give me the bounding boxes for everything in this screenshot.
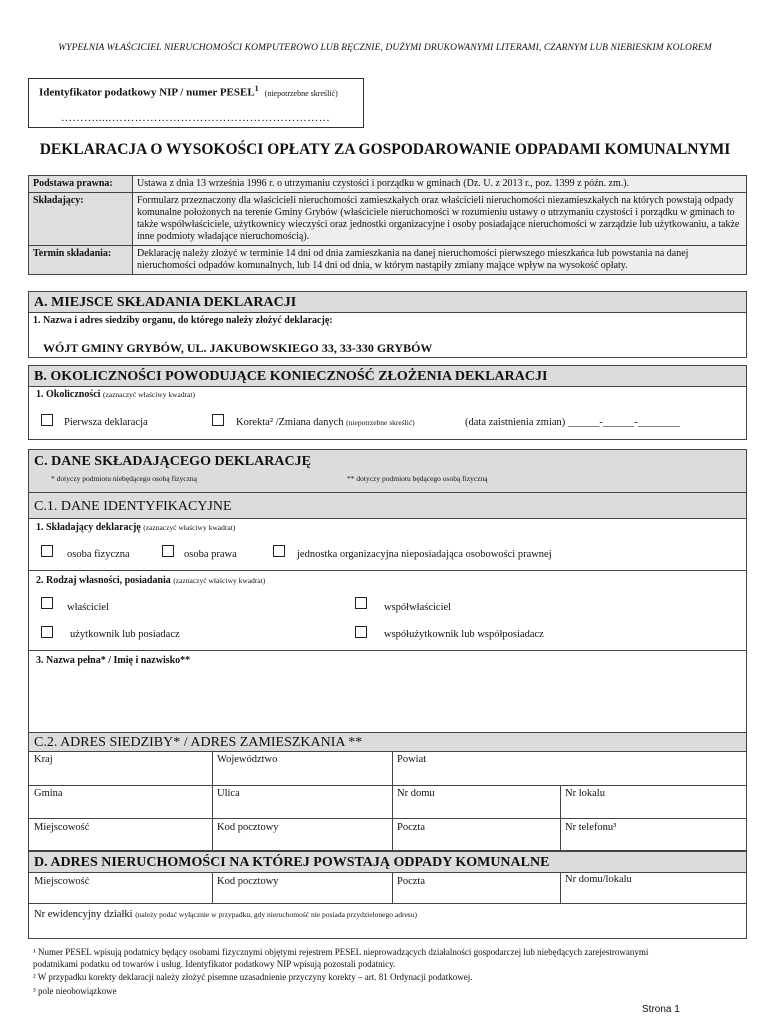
divider — [28, 570, 747, 571]
checkbox-co-user[interactable] — [355, 626, 367, 638]
change-date-field[interactable]: (data zaistnienia zmian) ______-______-________ — [465, 417, 680, 428]
section-a-question: 1. Nazwa i adres siedziby organu, do którego należy złożyć deklarację: — [33, 315, 333, 326]
info-row — [29, 176, 747, 193]
label-user: użytkownik lub posiadacz — [70, 629, 180, 640]
info-key: Składający: — [29, 193, 133, 246]
divider — [28, 818, 747, 819]
divider — [212, 872, 213, 903]
c1-q2: 2. Rodzaj własności, posiadania (zaznaczyć właściwy kwadrat) — [36, 575, 266, 586]
checkbox-user[interactable] — [41, 626, 53, 638]
field-voivodeship[interactable]: Województwo — [217, 754, 278, 765]
footnote-2: ² W przypadku korekty deklaracji należy złożyć pisemne uzasadnienie przyczyny korekty – art. 81 Ordynacji podatkowej. — [33, 972, 473, 982]
field-country[interactable]: Kraj — [34, 754, 53, 765]
nip-input-dots[interactable]: ……….....………………………………………………… — [61, 112, 331, 124]
info-row — [29, 246, 747, 275]
checkbox-legal-person[interactable] — [162, 545, 174, 557]
checkbox-owner[interactable] — [41, 597, 53, 609]
field-property-post-office[interactable]: Poczta — [397, 876, 425, 887]
field-property-postal-code[interactable]: Kod pocztowy — [217, 876, 279, 887]
field-post-office[interactable]: Poczta — [397, 822, 425, 833]
divider — [392, 872, 393, 903]
section-d-header: D. ADRES NIERUCHOMOŚCI NA KTÓREJ POWSTAJĄ ODPADY KOMUNALNE — [28, 851, 747, 873]
nip-pesel-box — [28, 78, 364, 128]
divider — [212, 751, 213, 851]
info-key: Podstawa prawna: — [29, 176, 133, 193]
checkbox-co-owner[interactable] — [355, 597, 367, 609]
c1-q3-full-name[interactable]: 3. Nazwa pełna* / Imię i nazwisko** — [36, 655, 191, 666]
field-parcel-number[interactable]: Nr ewidencyjny działki (należy podać wyłącznie w przypadku, gdy nieruchomość nie posiada przydzielonego adresu) — [34, 909, 417, 920]
divider — [560, 872, 561, 903]
field-property-house-no[interactable]: Nr domu/lokalu — [565, 874, 632, 885]
checkbox-org-unit[interactable] — [273, 545, 285, 557]
field-city[interactable]: Miejscowość — [34, 822, 90, 833]
info-table — [28, 175, 747, 275]
info-value: Ustawa z dnia 13 września 1996 r. o utrzymaniu czystości i porządku w gminach (Dz. U. z 2013 r., poz. 1399 z późn. zm.). — [133, 176, 747, 193]
info-value: Deklarację należy złożyć w terminie 14 dni od dnia zamieszkania na danej nieruchomości pierwszego mieszkańca lub powstania na danej nieruchomości odpadów komunalnych, lub 14 dni od dnia, w którym nastąpiły zmiany mające wpływ na wysokość opłaty. — [133, 246, 747, 275]
info-value: Formularz przeznaczony dla właścicieli nieruchomości zamieszkałych oraz właścicieli nieruchomości niezamieszkałych na których powstają odpady komunalne położonych na terenie Gminy Grybów (właściciele nieruchomości w rozumieniu ustawy o utrzymaniu czystości i porządku w gminach to także współwłaściciele, użytkownicy wieczyści oraz jednostki organizacyjne i osoby posiadające nieruchomości w zarządzie lub użytkowaniu, a także inne podmioty władające nieruchomością). — [133, 193, 747, 246]
divider — [28, 903, 747, 904]
label-first-declaration: Pierwsza deklaracja — [64, 417, 148, 428]
section-c-header: C. DANE SKŁADAJĄCEGO DEKLARACJĘ — [28, 449, 747, 493]
label-org-unit: jednostka organizacyjna nieposiadająca osobowości prawnej — [297, 549, 552, 560]
field-phone[interactable]: Nr telefonu³ — [565, 822, 617, 833]
checkbox-correction[interactable] — [212, 414, 224, 426]
label-natural-person: osoba fizyczna — [67, 549, 130, 560]
field-county[interactable]: Powiat — [397, 754, 427, 765]
c1-q1: 1. Składający deklarację (zaznaczyć właściwy kwadrat) — [36, 522, 236, 533]
section-c2-header: C.2. ADRES SIEDZIBY* / ADRES ZAMIESZKANIA ** — [28, 732, 747, 752]
label-co-user: współużytkownik lub współposiadacz — [384, 629, 544, 640]
field-house-no[interactable]: Nr domu — [397, 788, 435, 799]
page-number: Strona 1 — [642, 1004, 680, 1015]
section-a-answer: WÓJT GMINY GRYBÓW, UL. JAKUBOWSKIEGO 33, 33-330 GRYBÓW — [43, 341, 433, 355]
section-b-header: B. OKOLICZNOŚCI POWODUJĄCE KONIECZNOŚĆ ZŁOŻENIA DEKLARACJI — [28, 365, 747, 387]
info-key: Termin składania: — [29, 246, 133, 275]
field-commune[interactable]: Gmina — [34, 788, 63, 799]
section-d-box — [28, 872, 747, 939]
divider — [560, 785, 561, 851]
section-c2-box — [28, 751, 747, 851]
footnote-1: ¹ Numer PESEL wpisują podatnicy będący osobami fizycznymi objętymi rejestrem PESEL nieprowadzących działalności gospodarczej lub niebędących zarejestrowanymi — [33, 947, 649, 957]
divider — [28, 785, 747, 786]
checkbox-natural-person[interactable] — [41, 545, 53, 557]
section-a-header: A. MIEJSCE SKŁADANIA DEKLARACJI — [28, 291, 747, 313]
checkbox-first-declaration[interactable] — [41, 414, 53, 426]
section-c1-header: C.1. DANE IDENTYFIKACYJNE — [28, 492, 747, 519]
section-b-question: 1. Okoliczności (zaznaczyć właściwy kwadrat) — [36, 389, 195, 400]
note-natural-person: ** dotyczy podmiotu będącego osobą fizyczną — [347, 474, 488, 483]
nip-label: Identyfikator podatkowy NIP / numer PESEL$^1$(niepotrzebne skreślić) — [39, 84, 338, 99]
field-property-city[interactable]: Miejscowość — [34, 876, 90, 887]
label-owner: właściciel — [67, 602, 109, 613]
footnote-3: ³ pole nieobowiązkowe — [33, 986, 117, 996]
info-row — [29, 193, 747, 246]
divider — [28, 650, 747, 651]
footnote-1-cont: podatnikami podatku od towarów i usług. Identyfikator podatkowy NIP wpisują pozostali podatnicy. — [33, 959, 396, 969]
label-correction: Korekta² /Zmiana danych (niepotrzebne skreślić) — [236, 417, 415, 428]
field-street[interactable]: Ulica — [217, 788, 240, 799]
header-note: WYPEŁNIA WŁAŚCICIEL NIERUCHOMOŚCI KOMPUTEROWO LUB RĘCZNIE, DUŻYMI DRUKOWANYMI LITERAMI, CZARNYM LUB NIEBIESKIM KOLOREM — [58, 43, 712, 53]
divider — [392, 751, 393, 851]
note-legal-entity: * dotyczy podmiotu niebędącego osobą fizyczną — [51, 474, 197, 483]
field-apartment-no[interactable]: Nr lokalu — [565, 788, 605, 799]
label-legal-person: osoba prawa — [184, 549, 237, 560]
field-postal-code[interactable]: Kod pocztowy — [217, 822, 279, 833]
page-title: DEKLARACJA O WYSOKOŚCI OPŁATY ZA GOSPODAROWANIE ODPADAMI KOMUNALNYMI — [39, 141, 731, 158]
label-co-owner: współwłaściciel — [384, 602, 452, 613]
